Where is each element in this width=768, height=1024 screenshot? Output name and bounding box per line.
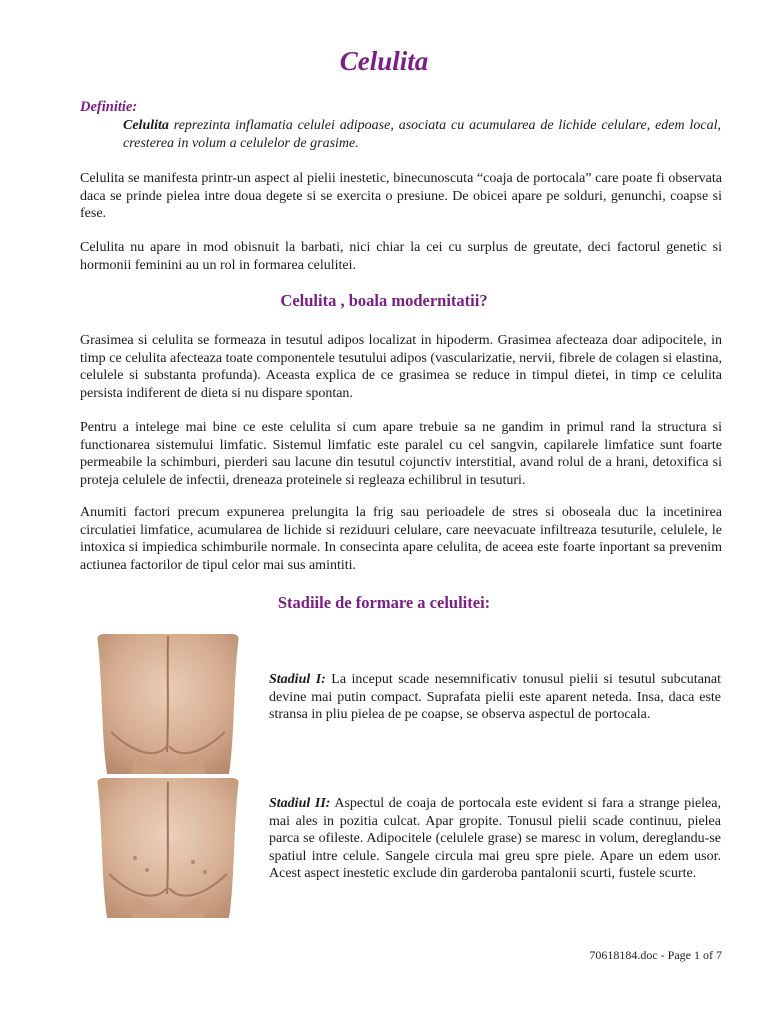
stage-2-description: Aspectul de coaja de portocala este evident si fara a strange pielea, mai ales in pozitia culcat. Apar gropite. Tonusul pielii scade continuu, pielea parca se ofileste. Adipocitele (celulele grase) se maresc in volum, dereglandu-se spatiul intre celule. Sangele circula mai greu spre piele. Apare un edem usor. Acest aspect inestetic exclude din garderoba pantalonii scurti, fustele scurte. (269, 796, 721, 881)
definition-term: Celulita (123, 118, 169, 133)
section-heading-modernitatii: Celulita , boala modernitatii? (280, 291, 488, 310)
definition-text (123, 117, 721, 153)
intro-paragraph-1: Celulita se manifesta printr-un aspect al pielii inestetic, binecunoscuta “coaja de portocala” care poate fi observata daca se prinde pielea intre doua degete si se exercita o presiune. De obicei apare pe solduri, genunchi, coapse si fese. (80, 171, 722, 221)
stage-1-name: Stadiul I: (269, 672, 326, 687)
stage-2-text (269, 795, 721, 883)
definition-label: Definitie: (80, 99, 138, 115)
page-title: Celulita (339, 46, 429, 76)
section-heading-stadiile: Stadiile de formare a celulitei: (277, 593, 491, 612)
definition-body: reprezinta inflamatia celulei adipoase, asociata cu acumularea de lichide celulare, edem local, cresterea in volum a celulelor de grasime. (123, 118, 721, 151)
page-footer: 70618184.doc - Page 1 of 7 (589, 948, 722, 962)
section1-paragraph-3: Anumiti factori precum expunerea prelungita la frig sau perioadele de stres si oboseala duc la incetinirea circulatiei limfatice, acumularea de lichide si reziduuri celulare, care neevacuate infiltreaza tesuturile, celulele, le intoxica si impiedica schimburile normale. In consecinta apare celulita, de aceea este foarte inportant sa prevenim actiunea factorilor de tipul celor mai sus amintiti. (80, 505, 722, 573)
stage-1-image (97, 634, 239, 774)
section1-paragraph-1: Grasimea si celulita se formeaza in tesutul adipos localizat in hipoderm. Grasimea afecteaza doar adipocitele, in timp ce celulita afecteaza toate componentele tesutului adipos (vascularizatie, nervii, fibrele de colagen si elastina, celulele si substanta profunda). Aceasta explica de ce grasimea se reduce in timpul dietei, in timp ce celulita persista indiferent de dieta si nu dispare spontan. (80, 333, 722, 401)
stage-1-description: La inceput scade nesemnificativ tonusul pielii si tesutul subcutanat devine mai putin compact. Suprafata pielii este aparent neteda. Insa, daca este stransa in pliu pielea de pe coapse, se observa aspectul de portocala. (269, 672, 722, 722)
stage-2-name: Stadiul II: (269, 796, 331, 811)
intro-paragraph-2: Celulita nu apare in mod obisnuit la barbati, nici chiar la cei cu surplus de greutate, deci factorul genetic si hormonii feminini au un rol in formarea celulitei. (80, 240, 722, 273)
stage-2-image (97, 778, 239, 918)
section1-paragraph-2: Pentru a intelege mai bine ce este celulita si cum apare trebuie sa ne gandim in primul rand la structura si functionarea sistemului limfatic. Sistemul limfatic este paralel cu cel sangvin, capilarele limfatice sunt foarte permeabile la schimburi, pierderi sau lacune din tesutul cojunctiv interstitial, avand rolul de a hrani, detoxifica si proteja celulele de infectii, dreneaza proteinele si regleaza echilibrul in tesuturi. (80, 420, 722, 488)
stage-1-text (269, 671, 721, 724)
